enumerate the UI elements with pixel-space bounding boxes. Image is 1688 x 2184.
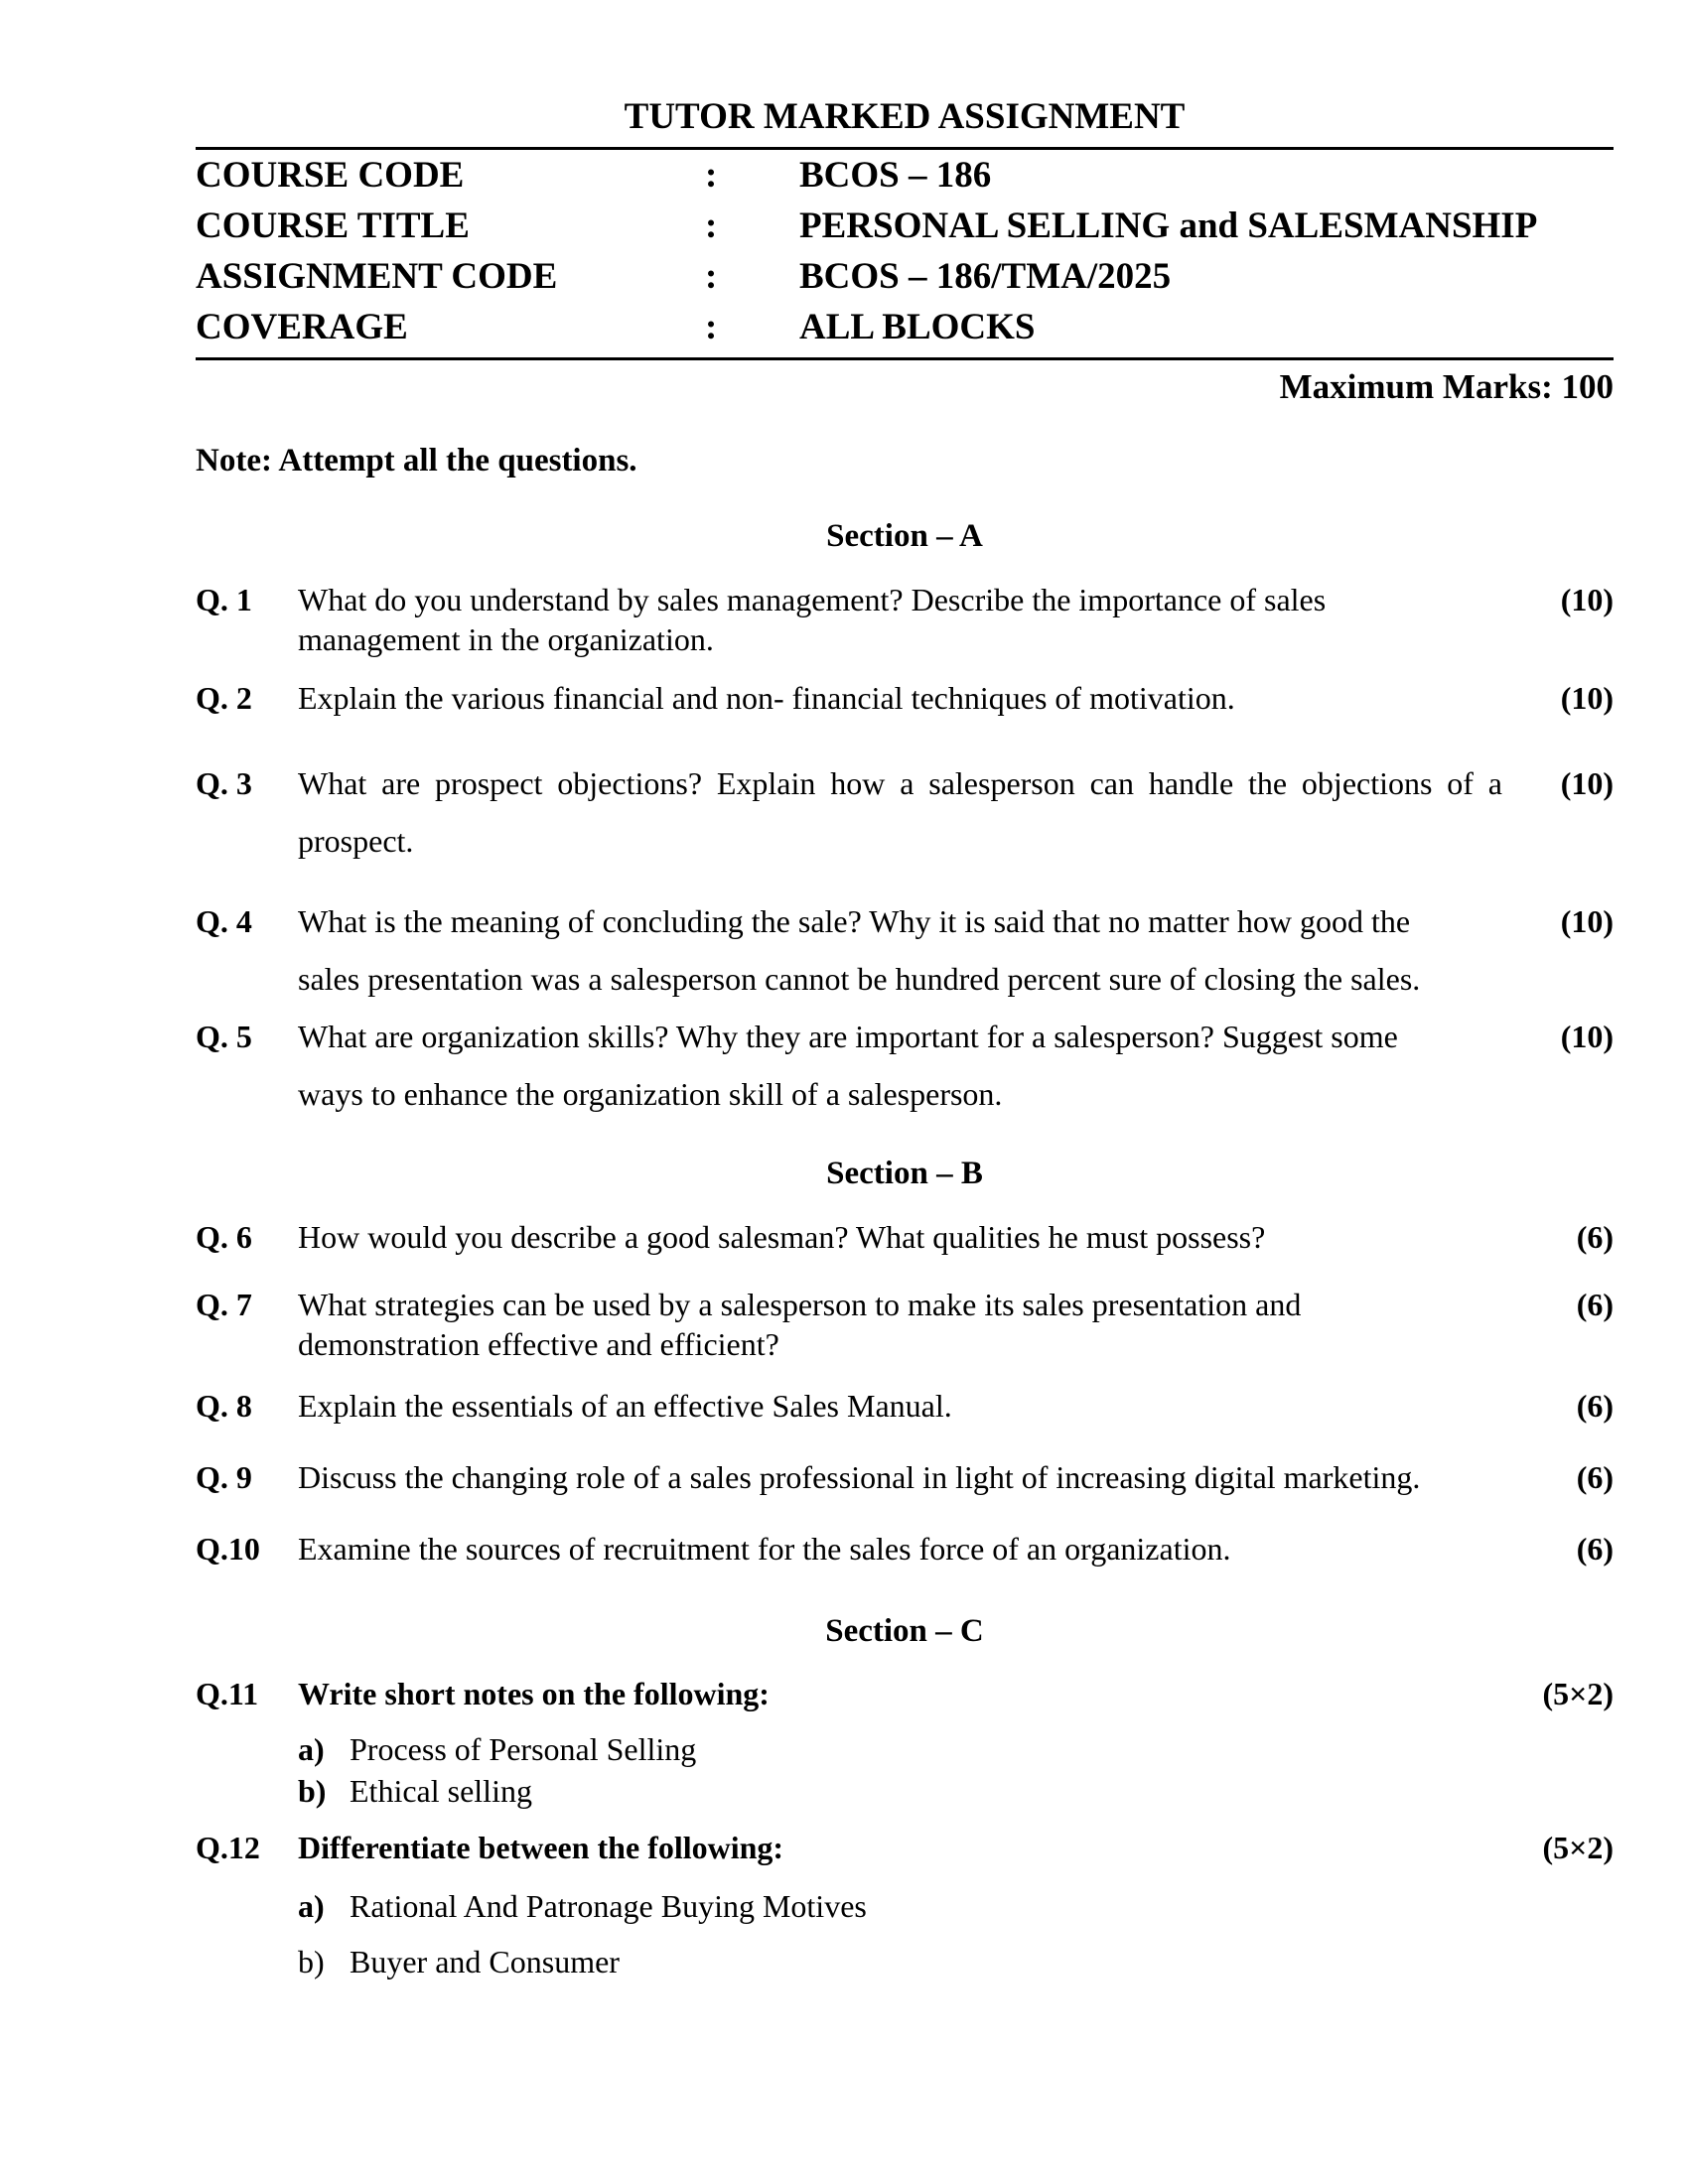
- question-marks: (6): [1576, 1388, 1614, 1424]
- question-number: Q. 8: [196, 1388, 252, 1424]
- question-q12: [196, 1828, 1614, 1982]
- question-text: [298, 1285, 1502, 1364]
- question-text: [298, 1529, 1502, 1569]
- question-line: ways to enhance the organization skill of a salesperson.: [298, 1076, 1003, 1112]
- question-q4: [196, 892, 1614, 1008]
- question-marks: (6): [1576, 1531, 1614, 1567]
- meta-colon: :: [705, 256, 718, 297]
- subitem-text: Buyer and Consumer: [350, 1944, 620, 1979]
- question-q6: [196, 1217, 1614, 1257]
- question-marks: (10): [1560, 680, 1614, 716]
- question-line: What strategies can be used by a salesperson to make its sales presentation and: [298, 1287, 1302, 1322]
- section-heading-c: Section – C: [825, 1613, 984, 1649]
- section-heading-a: Section – A: [826, 518, 983, 554]
- question-text: [298, 754, 1502, 870]
- question-line: What is the meaning of concluding the sale? Why it is said that no matter how good the: [298, 903, 1411, 939]
- question-marks: (10): [1560, 903, 1614, 939]
- subitem-a: [298, 1885, 1502, 1927]
- subitem-a: [298, 1728, 1502, 1770]
- meta-label: COURSE TITLE: [196, 205, 470, 246]
- subitem-text: Process of Personal Selling: [350, 1731, 697, 1767]
- question-marks: (5×2): [1542, 1830, 1614, 1865]
- question-number: Q. 5: [196, 1019, 252, 1054]
- question-q7: [196, 1285, 1614, 1364]
- page-content: [196, 0, 1614, 1982]
- meta-row-course-title: [196, 201, 1614, 251]
- question-line: management in the organization.: [298, 621, 714, 657]
- question-line: Examine the sources of recruitment for the sales force of an organization.: [298, 1531, 1231, 1567]
- header-bottom-rule: [196, 357, 1614, 360]
- question-q2: [196, 678, 1614, 718]
- meta-colon: :: [705, 307, 718, 347]
- question-number: Q.12: [196, 1830, 260, 1865]
- meta-colon: :: [705, 205, 718, 246]
- question-line: Differentiate between the following:: [298, 1830, 784, 1865]
- question-number: Q.11: [196, 1676, 259, 1711]
- question-line: Write short notes on the following:: [298, 1676, 770, 1711]
- question-q1: [196, 580, 1614, 659]
- subitem-letter: b): [298, 1773, 327, 1809]
- question-text: [298, 1386, 1502, 1426]
- question-line: What do you understand by sales management? Describe the importance of sales: [298, 582, 1327, 617]
- question-marks: (5×2): [1542, 1676, 1614, 1711]
- question-line: Explain the various financial and non- financial techniques of motivation.: [298, 680, 1235, 716]
- subitem-b: [298, 1941, 1502, 1982]
- meta-row-assignment-code: [196, 251, 1614, 302]
- question-q3: [196, 754, 1614, 870]
- section-heading-b: Section – B: [826, 1156, 983, 1191]
- subitem-text: Rational And Patronage Buying Motives: [350, 1888, 867, 1924]
- subitem-list: [298, 1728, 1502, 1812]
- question-number: Q. 3: [196, 765, 252, 801]
- meta-row-coverage: [196, 302, 1614, 352]
- note: Note: Attempt all the questions.: [196, 443, 637, 478]
- question-text: [298, 580, 1502, 659]
- max-marks: Maximum Marks: 100: [1279, 367, 1614, 406]
- question-number: Q. 6: [196, 1219, 252, 1255]
- question-number: Q. 9: [196, 1459, 252, 1495]
- question-text: [298, 1457, 1502, 1497]
- question-line: What are organization skills? Why they are important for a salesperson? Suggest some: [298, 1019, 1398, 1054]
- question-line: Explain the essentials of an effective Sales Manual.: [298, 1388, 952, 1424]
- subitem-text: Ethical selling: [350, 1773, 532, 1809]
- question-q5: [196, 1008, 1614, 1123]
- question-q8: [196, 1386, 1614, 1426]
- question-line: sales presentation was a salesperson cannot be hundred percent sure of closing the sales.: [298, 961, 1421, 997]
- question-q11: [196, 1674, 1614, 1812]
- meta-value: BCOS – 186: [799, 155, 992, 196]
- question-line: Discuss the changing role of a sales professional in light of increasing digital marketing.: [298, 1459, 1421, 1495]
- meta-label: ASSIGNMENT CODE: [196, 256, 558, 297]
- question-q9: [196, 1457, 1614, 1497]
- question-marks: (10): [1560, 1019, 1614, 1054]
- question-q10: [196, 1529, 1614, 1569]
- subitem-list: [298, 1885, 1502, 1982]
- question-line: How would you describe a good salesman? What qualities he must possess?: [298, 1219, 1266, 1255]
- meta-value: ALL BLOCKS: [799, 307, 1036, 347]
- question-text: [298, 1217, 1502, 1257]
- document-title: TUTOR MARKED ASSIGNMENT: [624, 96, 1186, 137]
- meta-value: PERSONAL SELLING and SALESMANSHIP: [799, 205, 1538, 246]
- meta-row-course-code: [196, 150, 1614, 201]
- question-marks: (10): [1560, 765, 1614, 801]
- course-meta-table: [196, 150, 1614, 352]
- meta-label: COURSE CODE: [196, 155, 465, 196]
- question-number: Q. 4: [196, 903, 252, 939]
- question-text: [298, 678, 1502, 718]
- question-text: [298, 892, 1502, 1008]
- question-line: demonstration effective and efficient?: [298, 1326, 779, 1362]
- subitem-letter: a): [298, 1731, 325, 1767]
- question-line: prospect.: [298, 823, 414, 859]
- question-text: [298, 1828, 1502, 1982]
- subitem-b: [298, 1770, 1502, 1812]
- question-number: Q.10: [196, 1531, 260, 1567]
- question-marks: (6): [1576, 1287, 1614, 1322]
- question-text: [298, 1674, 1502, 1812]
- question-text: [298, 1008, 1502, 1123]
- question-number: Q. 7: [196, 1287, 252, 1322]
- subitem-letter: a): [298, 1888, 325, 1924]
- question-number: Q. 1: [196, 582, 252, 617]
- meta-label: COVERAGE: [196, 307, 408, 347]
- subitem-letter: b): [298, 1944, 325, 1979]
- question-number: Q. 2: [196, 680, 252, 716]
- meta-colon: :: [705, 155, 718, 196]
- meta-value: BCOS – 186/TMA/2025: [799, 256, 1172, 297]
- question-line: What are prospect objections? Explain how a salesperson can handle the objections of a: [298, 765, 1502, 801]
- question-marks: (10): [1560, 582, 1614, 617]
- question-marks: (6): [1576, 1219, 1614, 1255]
- question-marks: (6): [1576, 1459, 1614, 1495]
